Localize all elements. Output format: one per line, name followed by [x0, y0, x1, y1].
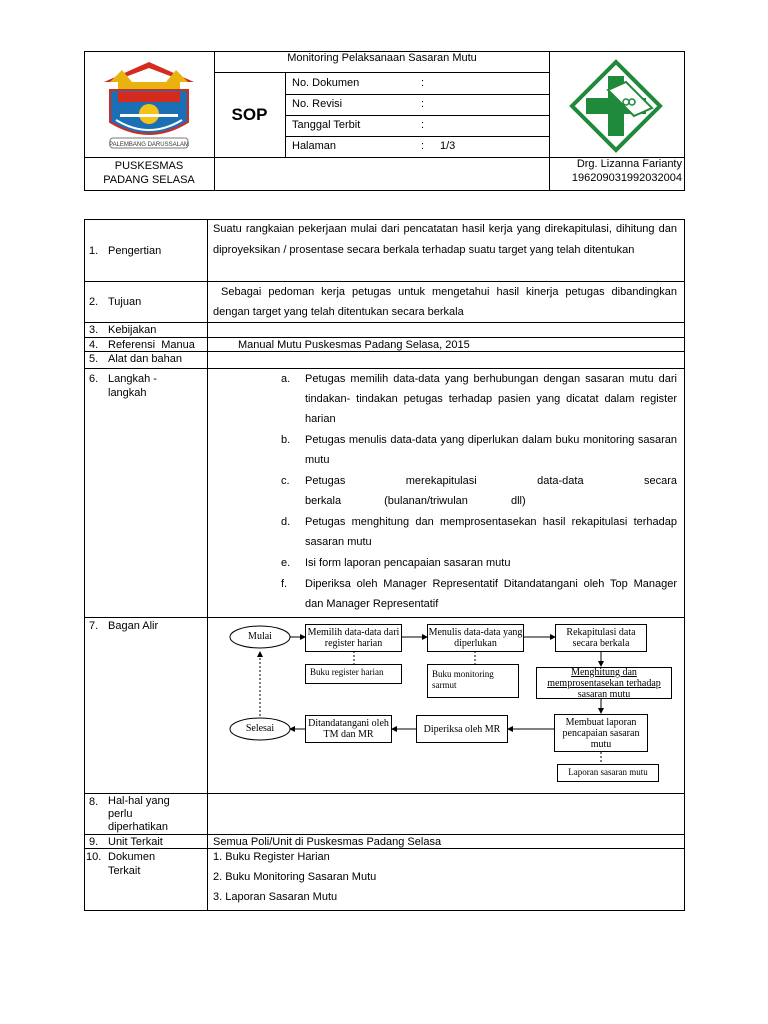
- section-text: Sebagai pedoman kerja petugas untuk mengetahui hasil kinerja petugas dibandingkan dengan target yang telah ditentukan secara berkala: [213, 286, 677, 318]
- logo-text: PALEMBANG DARUSSALAM: [109, 142, 189, 148]
- section-label: Pengertian: [108, 245, 162, 257]
- section-label: Hal-hal yang perlu diperhatikan: [108, 795, 170, 833]
- process-menulis-data: Menulis data-data yang diperlukan: [427, 624, 524, 652]
- list-item: 2. Buku Monitoring Sasaran Mutu: [213, 871, 377, 883]
- signer-name: Drg. Lizanna Farianty: [576, 158, 682, 170]
- section-label: Alat dan bahan: [108, 353, 183, 365]
- document-laporan-sasaran: Laporan sasaran mutu: [557, 764, 659, 782]
- section-label: Langkah - langkah: [108, 373, 157, 399]
- end-terminator: Selesai: [245, 723, 275, 734]
- process-diperiksa-mr: Diperiksa oleh MR: [416, 715, 508, 743]
- org-name: PUSKESMAS PADANG SELASA: [103, 160, 195, 186]
- section-text: Suatu rangkaian pekerjaan mulai dari pencatatan hasil kerja yang direkapitulasi, dihitung dan diproyeksikan / prosentase secara berkala terhadap suatu target yang telah ditentukan: [213, 223, 677, 256]
- process-membuat-laporan: Membuat laporan pencapaian sasaran mutu: [554, 714, 648, 752]
- section-text: Manual Mutu Puskesmas Padang Selasa, 2015: [238, 339, 470, 351]
- list-item: 3. Laporan Sasaran Mutu: [213, 891, 338, 903]
- process-memilih-data: Memilih data-data dari register harian: [305, 624, 402, 652]
- process-rekapitulasi: Rekapitulasi data secara berkala: [555, 624, 647, 652]
- document-title: Monitoring Pelaksanaan Sasaran Mutu: [287, 52, 477, 64]
- section-label: Kebijakan: [108, 324, 157, 336]
- process-menghitung: Menghitung dan memprosentasekan terhadap sasaran mutu: [536, 667, 672, 699]
- section-label: Dokumen Terkait: [108, 851, 156, 877]
- list-item: 1. Buku Register Harian: [213, 851, 330, 863]
- page-number: 1/3: [440, 140, 456, 152]
- sop-label: SOP: [231, 105, 268, 124]
- signer-nip: 196209031992032004: [571, 172, 682, 184]
- start-terminator: Mulai: [248, 631, 272, 642]
- section-label: Tujuan: [108, 296, 142, 308]
- section-label: Referensi Manua: [108, 339, 195, 351]
- document-buku-monitoring: Buku monitoring sarmut: [427, 664, 519, 698]
- document-register-harian: Buku register harian: [305, 664, 402, 684]
- process-ditandatangani: Ditandatangani oleh TM dan MR: [305, 715, 392, 743]
- section-label: Unit Terkait: [108, 836, 163, 848]
- section-text: Semua Poli/Unit di Puskesmas Padang Selasa: [213, 836, 442, 848]
- section-label: Bagan Alir: [108, 620, 159, 632]
